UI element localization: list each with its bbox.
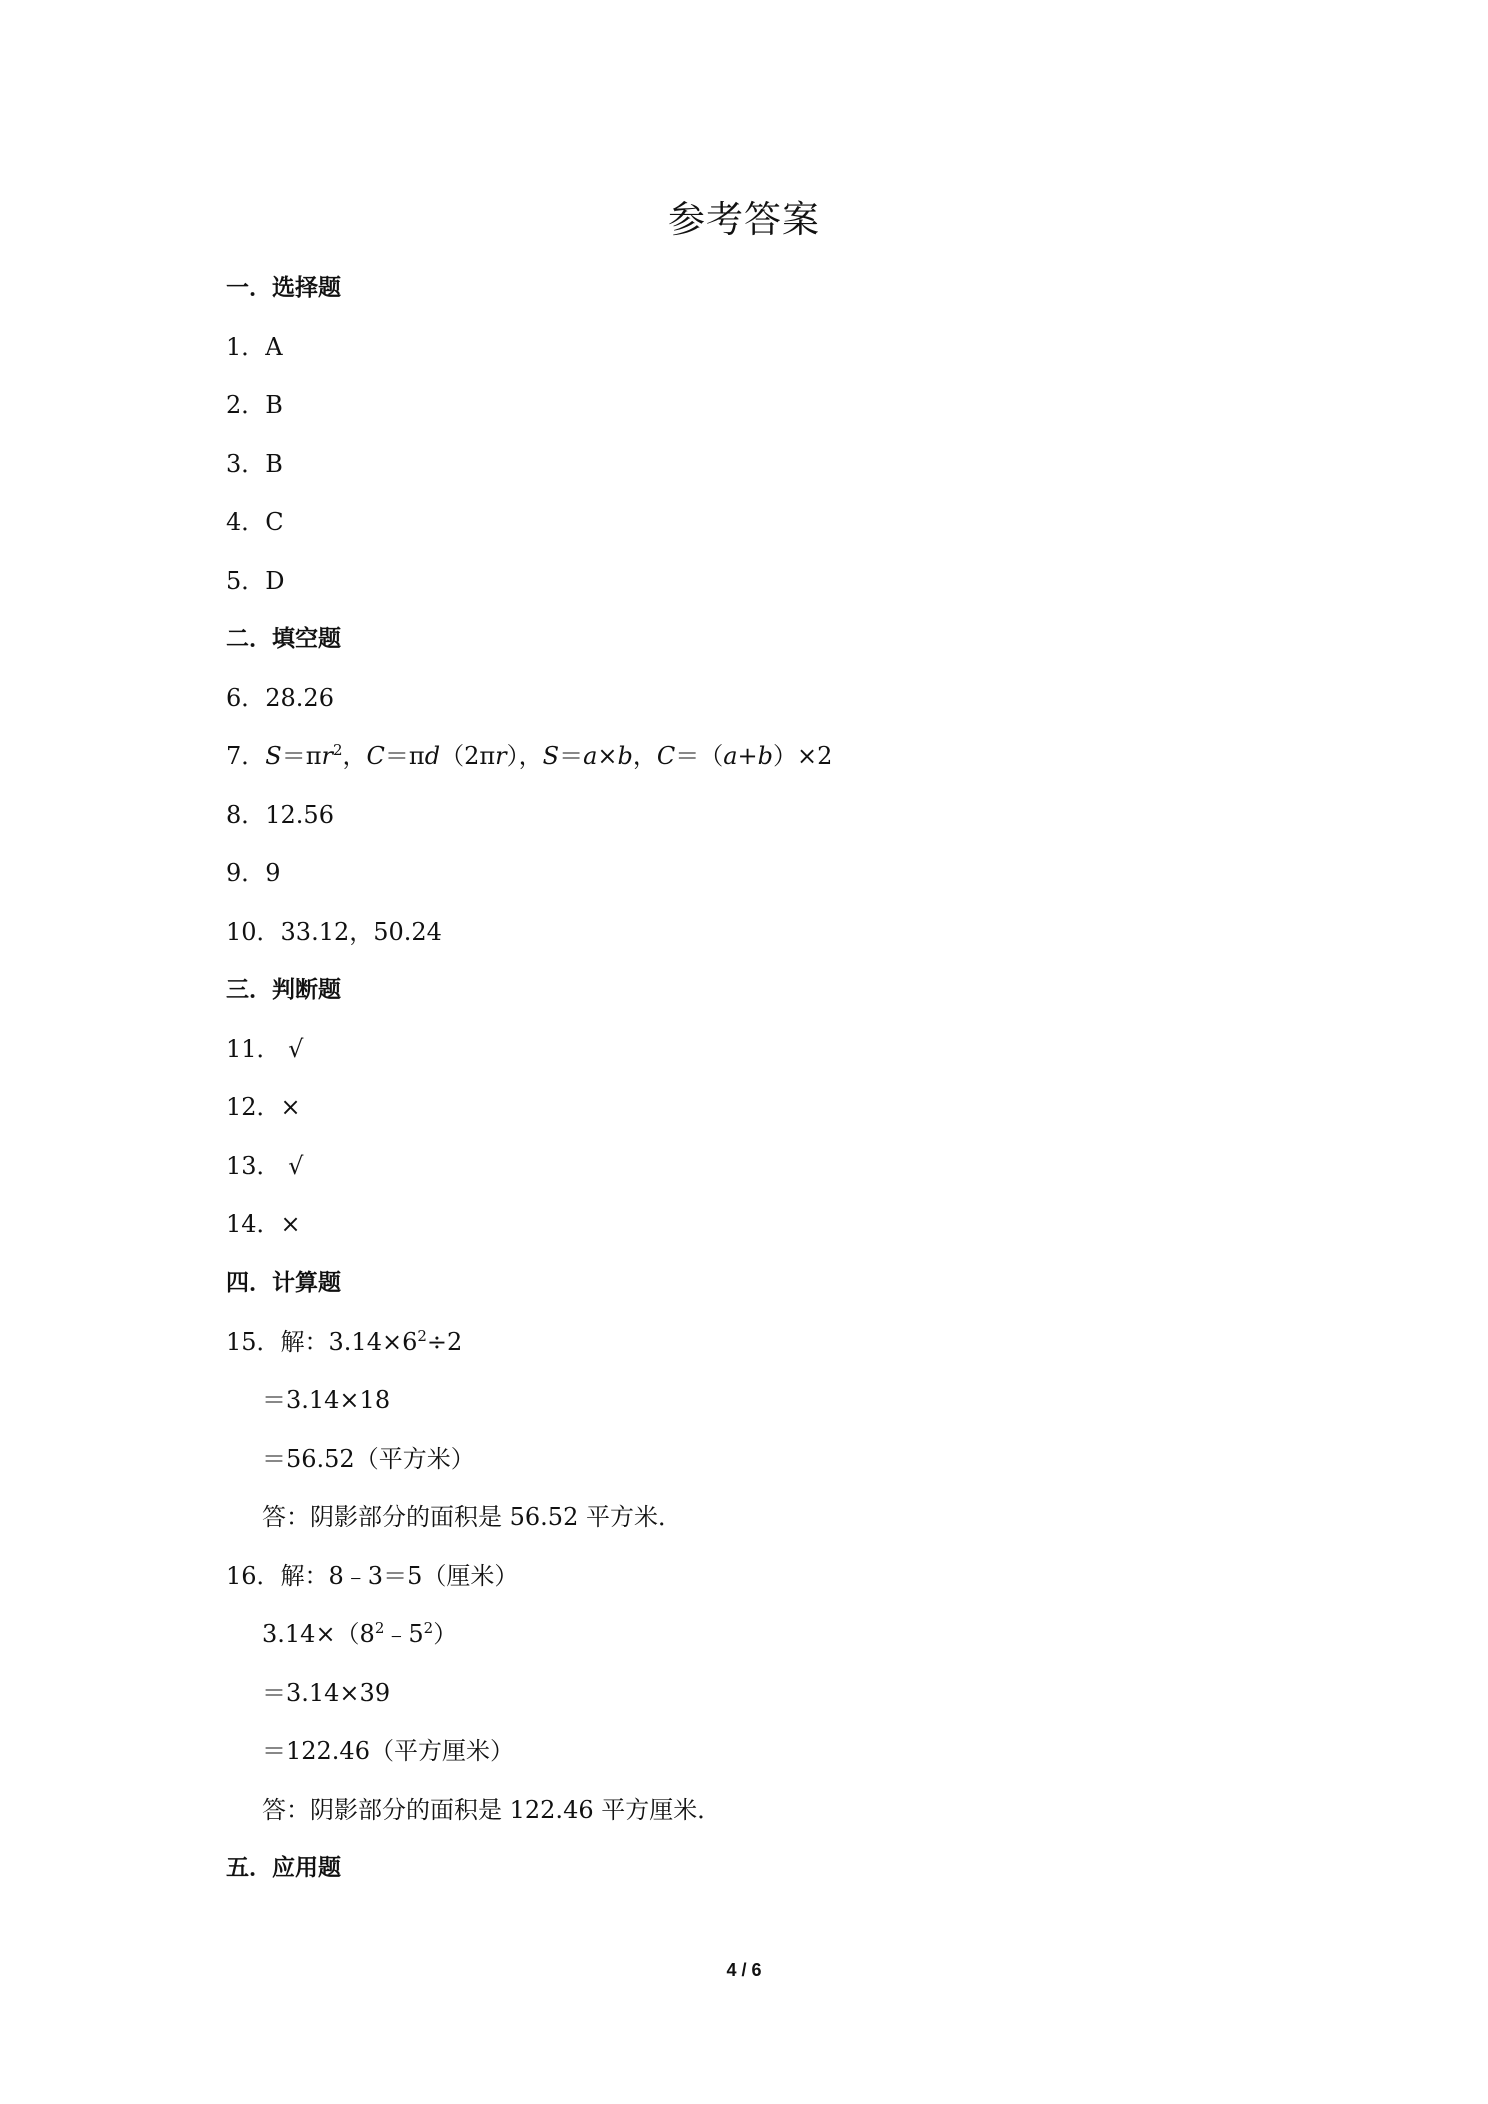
calc-exponent: 2 <box>374 1619 385 1637</box>
answer-1: 1．A <box>226 333 283 361</box>
answer-16-line-1: 16．解：8﹣3＝5（厘米） <box>226 1562 519 1590</box>
answer-16-line-2 <box>262 1617 457 1651</box>
formula-var: S <box>542 742 560 770</box>
answer-10: 10．33.12，50.24 <box>226 918 442 946</box>
page-number: 4 / 6 <box>726 1960 762 1980</box>
formula-text: + <box>737 742 758 770</box>
calc-text: ﹣5 <box>384 1620 424 1648</box>
page-title: 参考答案 <box>668 198 820 241</box>
answer-16-conclusion: 答：阴影部分的面积是 122.46 平方厘米． <box>262 1796 722 1824</box>
formula-text: ， <box>632 742 657 770</box>
formula-var: b <box>757 742 774 770</box>
section-heading-fill: 二．填空题 <box>226 626 341 652</box>
formula-var: a <box>723 742 738 770</box>
answer-4: 4．C <box>226 508 284 536</box>
answer-7 <box>226 739 832 773</box>
answer-9: 9．9 <box>226 859 281 887</box>
answer-14: 14．× <box>226 1210 301 1238</box>
formula-text: （2π <box>440 742 496 770</box>
answer-16-line-4: ＝122.46（平方厘米） <box>262 1737 514 1765</box>
answer-5: 5．D <box>226 567 285 595</box>
calc-exponent: 2 <box>417 1327 427 1345</box>
formula-var: r <box>321 742 333 770</box>
formula-text: ＝π <box>384 742 425 770</box>
answer-12: 12．× <box>226 1093 301 1121</box>
formula-text: ＝ <box>559 742 584 770</box>
formula-var: b <box>617 742 633 770</box>
formula-text: ）， <box>506 742 543 770</box>
formula-var: C <box>656 742 676 770</box>
calc-text: ） <box>433 1620 458 1648</box>
answer-15-conclusion: 答：阴影部分的面积是 56.52 平方米． <box>262 1503 682 1531</box>
formula-exponent: 2 <box>333 741 343 759</box>
formula-text: × <box>597 742 618 770</box>
section-heading-calc: 四．计算题 <box>226 1270 341 1296</box>
calc-text: ÷2 <box>426 1328 463 1356</box>
answer-15-line-1 <box>226 1325 462 1359</box>
calc-exponent: 2 <box>423 1619 434 1637</box>
answer-13: 13． √ <box>226 1152 304 1180</box>
formula-text: ， <box>342 742 367 770</box>
calc-text: 15．解：3.14×6 <box>226 1328 418 1356</box>
formula-var: d <box>424 742 441 770</box>
answer-15-line-3: ＝56.52（平方米） <box>262 1445 475 1473</box>
formula-var: C <box>366 742 385 770</box>
answer-16-line-3: ＝3.14×39 <box>262 1679 391 1707</box>
formula-text: ）×2 <box>773 742 833 770</box>
formula-var: r <box>495 742 507 770</box>
answer-2: 2．B <box>226 391 283 419</box>
section-heading-judge: 三．判断题 <box>226 977 341 1003</box>
section-heading-application: 五．应用题 <box>226 1855 341 1881</box>
answer-6: 6．28.26 <box>226 684 334 712</box>
answer-3: 3．B <box>226 450 283 478</box>
formula-var: S <box>265 742 282 770</box>
formula-text: ＝（ <box>675 742 724 770</box>
answer-11: 11． √ <box>226 1035 304 1063</box>
calc-text: 3.14×（8 <box>262 1620 375 1648</box>
answer-7-number: 7． <box>226 742 266 770</box>
formula-var: a <box>583 742 598 770</box>
answer-15-line-2: ＝3.14×18 <box>262 1386 391 1414</box>
formula-text: ＝π <box>281 742 322 770</box>
answer-8: 8．12.56 <box>226 801 334 829</box>
section-heading-choice: 一．选择题 <box>226 275 341 301</box>
